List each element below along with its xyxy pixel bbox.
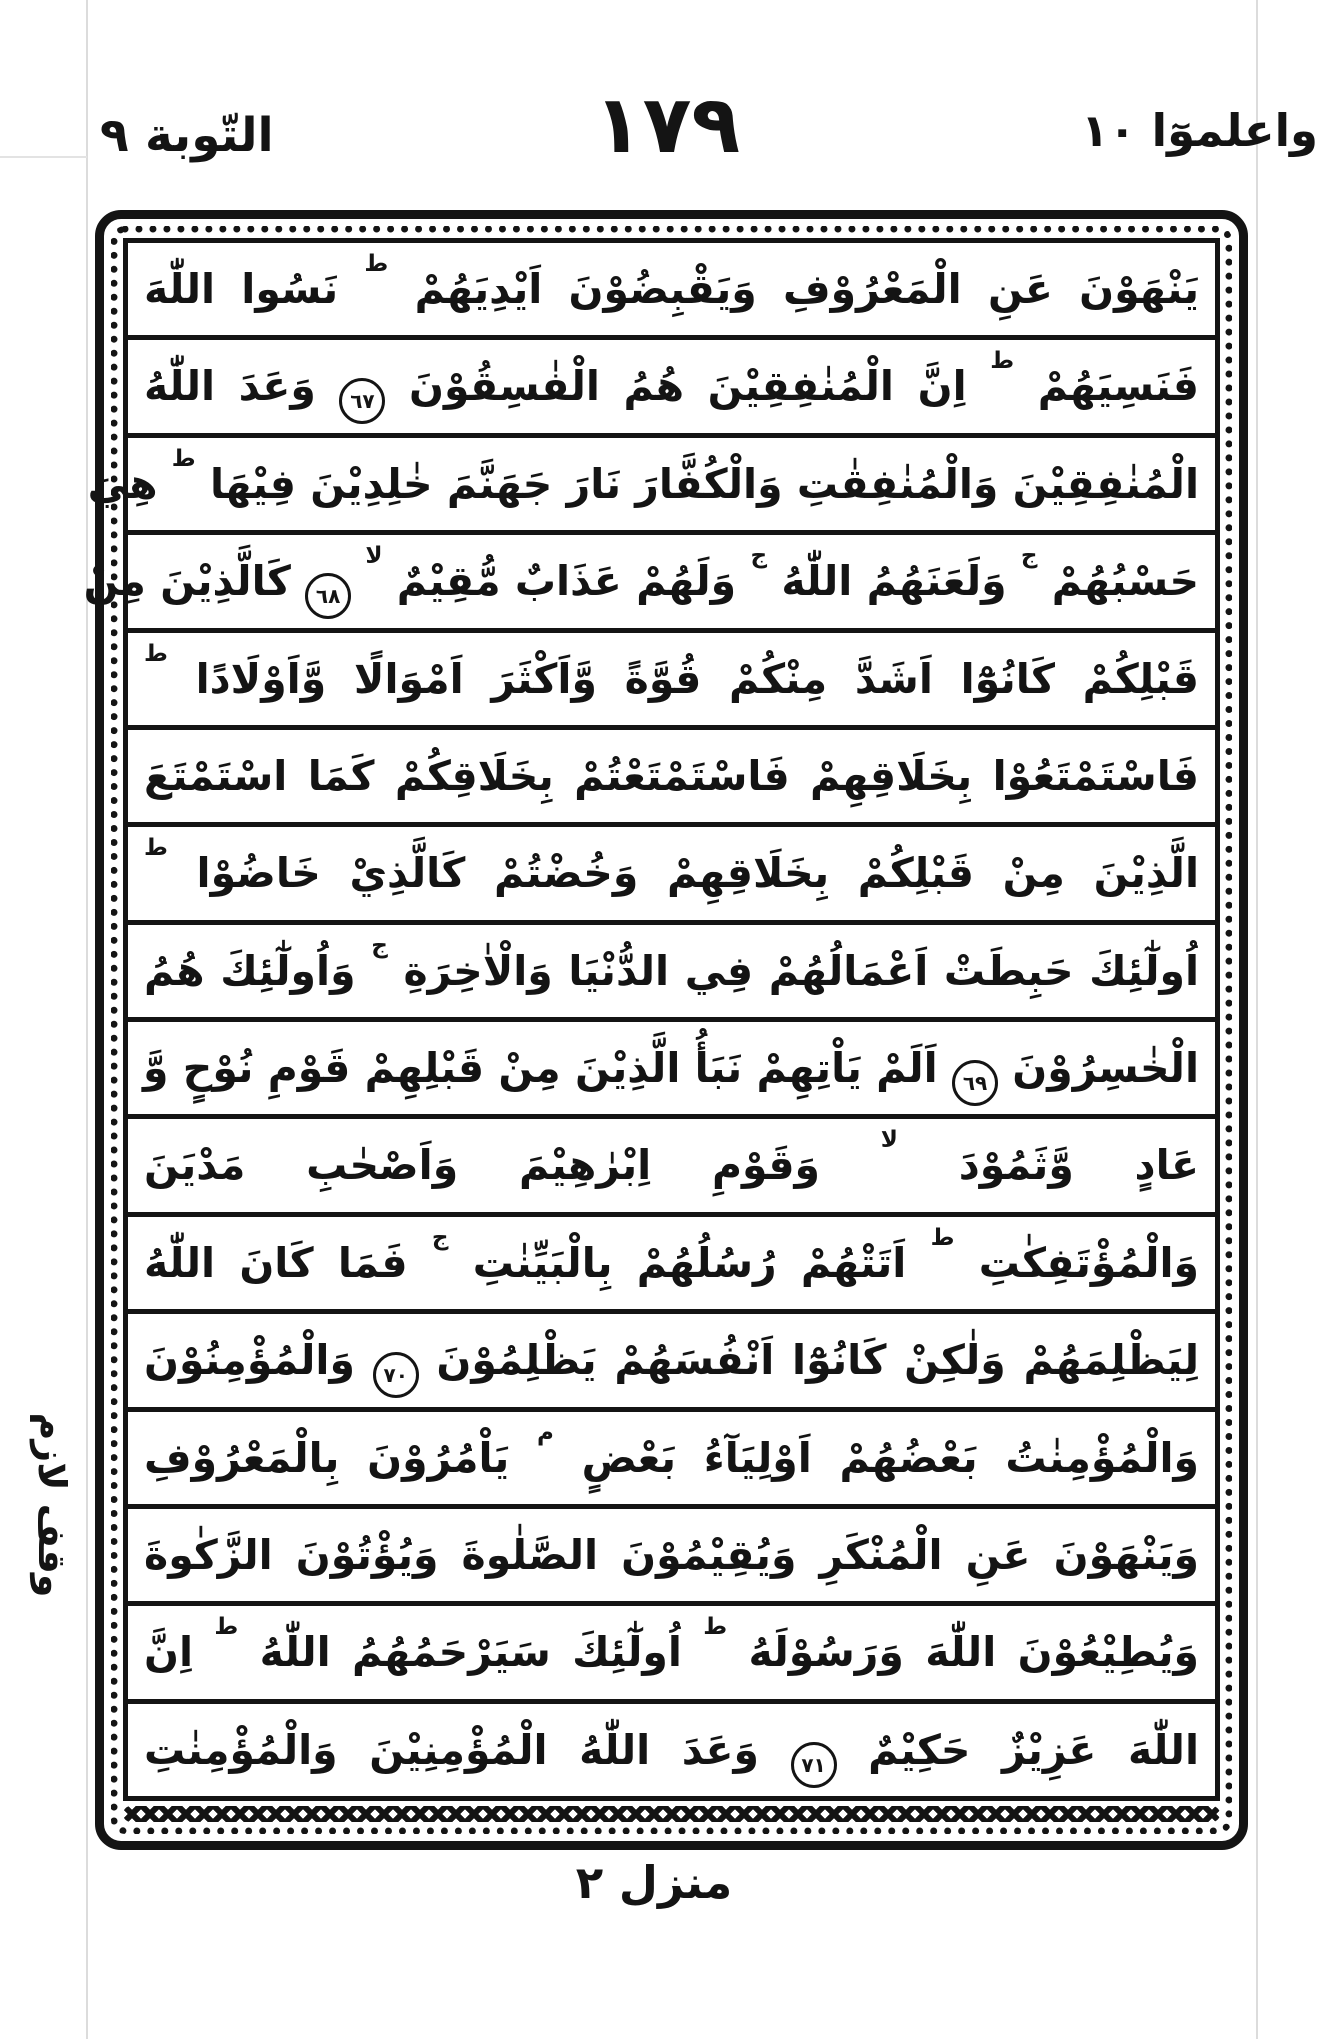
waqf-stop-sign: ج xyxy=(750,543,768,570)
ayah-text-segment: الْمُنٰفِقِيْنَ وَالْمُنٰفِقٰتِ وَالْكُفَّارَ نَارَ جَهَنَّمَ خٰلِدِيْنَ فِيْهَا xyxy=(209,459,1199,508)
quran-line xyxy=(87,438,1215,535)
quran-line xyxy=(128,340,1215,437)
bottom-ornament-band xyxy=(123,1806,1220,1822)
waqf-stop-sign: ط xyxy=(990,348,1015,375)
waqf-stop-sign: ط xyxy=(364,251,389,277)
waqf-stop-sign: ط xyxy=(144,835,168,862)
quran-line xyxy=(128,243,1215,340)
quran-line xyxy=(128,1606,1215,1703)
waqf-stop-sign: ج xyxy=(431,1224,449,1251)
right-gutter-line xyxy=(1256,0,1258,2039)
verse-end-medallion xyxy=(791,1742,837,1788)
page-number: ١٧٩ xyxy=(593,78,741,171)
ayah-text-segment: وَالْمُؤْتَفِكٰتِ xyxy=(978,1238,1200,1287)
ayah-text-segment: وَاُولٰٓئِكَ هُمُ xyxy=(144,946,356,995)
quran-line xyxy=(128,827,1215,924)
quran-line xyxy=(128,1509,1215,1606)
ayah-text-segment: وَيَنْهَوْنَ عَنِ الْمُنْكَرِ وَيُقِيْمُوْنَ الصَّلٰوةَ وَيُؤْتُوْنَ الزَّكٰوةَ xyxy=(144,1530,1199,1579)
quran-line xyxy=(128,633,1215,730)
quran-line xyxy=(128,1022,1215,1119)
ayah-text-segment: وَيُطِيْعُوْنَ اللّٰهَ وَرَسُوْلَهُ xyxy=(748,1628,1199,1677)
quran-line xyxy=(128,1314,1215,1411)
verse-number: ٦٧ xyxy=(350,389,375,414)
ayah-text-segment: الْخٰسِرُوْنَ xyxy=(1012,1044,1199,1092)
ornamental-frame xyxy=(83,210,1248,1850)
waqf-stop-sign: لا xyxy=(880,1127,898,1154)
verse-number: ٧١ xyxy=(801,1752,826,1777)
ayah-text-segment: وَلَهُمْ عَذَابٌ مُّقِيْمٌ xyxy=(396,557,737,606)
quran-line xyxy=(128,925,1215,1022)
ayah-text-segment: اَلَمْ يَاْتِهِمْ نَبَأُ الَّذِيْنَ مِنْ قَبْلِهِمْ قَوْمِ نُوْحٍ وَّ xyxy=(143,1044,938,1092)
ayah-text-segment: فَنَسِيَهُمْ xyxy=(1037,362,1199,411)
quran-line xyxy=(83,535,1215,632)
ayah-text-segment: وَعَدَ اللّٰهُ الْمُؤْمِنِيْنَ وَالْمُؤْمِنٰتِ xyxy=(144,1725,759,1774)
ayah-text-segment: يَنْهَوْنَ عَنِ الْمَعْرُوْفِ وَيَقْبِضُوْنَ اَيْدِيَهُمْ xyxy=(414,265,1199,313)
waqf-stop-sign: لا xyxy=(365,543,383,570)
surah-name-label: التّوبة ٩ xyxy=(100,108,274,163)
juz-name-label: واعلموٓا ١٠ xyxy=(1081,104,1318,157)
manzil-label: منزل ٢ xyxy=(575,1856,733,1909)
quran-text-block xyxy=(83,238,1220,1801)
margin-waqf-annotation: وقف لازم xyxy=(30,1412,74,1598)
verse-end-medallion xyxy=(339,378,385,424)
ayah-text-segment: حَسْبُهُمْ xyxy=(1051,557,1199,606)
waqf-stop-sign: ط xyxy=(171,445,196,472)
ayah-text-segment: يَاْمُرُوْنَ بِالْمَعْرُوْفِ xyxy=(144,1433,510,1482)
ayah-text-segment: الَّذِيْنَ مِنْ قَبْلِكُمْ بِخَلَاقِهِمْ وَخُضْتُمْ كَالَّذِيْ خَاضُوْا xyxy=(196,849,1199,898)
quran-line xyxy=(128,1217,1215,1314)
ayah-text-segment: وَلَعَنَهُمُ اللّٰهُ xyxy=(781,557,1007,606)
quran-line xyxy=(128,1704,1215,1796)
ayah-text-segment: اُولٰٓئِكَ سَيَرْحَمُهُمُ اللّٰهُ xyxy=(259,1628,682,1677)
verse-end-medallion xyxy=(305,573,351,619)
verse-end-medallion xyxy=(373,1352,419,1398)
verse-number: ٧٠ xyxy=(383,1363,408,1388)
ayah-text-segment: وَالْمُؤْمِنٰتُ بَعْضُهُمْ اَوْلِيَآءُ بَعْضٍ xyxy=(581,1433,1200,1482)
verse-number: ٦٨ xyxy=(315,584,341,609)
quran-line xyxy=(128,1119,1215,1216)
ayah-text-segment: اَتَتْهُمْ رُسُلُهُمْ بِالْبَيِّنٰتِ xyxy=(472,1238,907,1287)
left-gutter-line xyxy=(86,0,88,2039)
waqf-stop-sign: ط xyxy=(144,640,168,667)
ayah-text-segment: كَالَّذِيْنَ مِنْ xyxy=(83,557,291,606)
verse-end-medallion xyxy=(952,1060,998,1106)
waqf-stop-sign: م xyxy=(537,1419,554,1446)
ayah-text-segment: عَادٍ وَّثَمُوْدَ xyxy=(958,1141,1199,1190)
ayah-text-segment: اللّٰهَ عَزِيْزٌ حَكِيْمٌ xyxy=(868,1725,1199,1774)
verse-number: ٦٩ xyxy=(962,1071,988,1095)
waqf-stop-sign: ط xyxy=(703,1614,728,1641)
ayah-text-segment: لِيَظْلِمَهُمْ وَلٰكِنْ كَانُوْٓا اَنْفُسَهُمْ يَظْلِمُوْنَ xyxy=(436,1336,1199,1385)
waqf-stop-sign: ج xyxy=(371,932,388,959)
ayah-text-segment: وَالْمُؤْمِنُوْنَ xyxy=(144,1336,355,1385)
frame-dotted-band xyxy=(83,226,1232,1834)
ayah-text-segment: فَمَا كَانَ اللّٰهُ xyxy=(144,1238,408,1287)
ayah-text-segment: نَسُوا اللّٰهَ xyxy=(144,265,339,313)
waqf-stop-sign: ج xyxy=(1020,543,1038,570)
quran-line xyxy=(128,730,1215,827)
ayah-text-segment: وَعَدَ اللّٰهُ xyxy=(144,362,316,411)
ayah-text-segment: هِيَ xyxy=(87,459,158,508)
ayah-text-segment: اِنَّ الْمُنٰفِقِيْنَ هُمُ الْفٰسِقُوْنَ xyxy=(409,362,967,411)
waqf-stop-sign: ط xyxy=(214,1614,239,1641)
ayah-text-segment: فَاسْتَمْتَعُوْا بِخَلَاقِهِمْ فَاسْتَمْتَعْتُمْ بِخَلَاقِكُمْ كَمَا اسْتَمْتَعَ xyxy=(144,751,1199,800)
ayah-text-segment: قَبْلِكُمْ كَانُوْٓا اَشَدَّ مِنْكُمْ قُوَّةً وَّاَكْثَرَ اَمْوَالًا وَّاَوْلَادًا xyxy=(195,654,1199,703)
waqf-stop-sign: ط xyxy=(930,1224,955,1251)
ayah-text-segment: اُولٰٓئِكَ حَبِطَتْ اَعْمَالُهُمْ فِي الدُّنْيَا وَالْاٰخِرَةِ xyxy=(403,946,1200,995)
quran-line xyxy=(128,1412,1215,1509)
ayah-text-segment: اِنَّ xyxy=(144,1628,194,1677)
ayah-text-segment: وَقَوْمِ اِبْرٰهِيْمَ وَاَصْحٰبِ مَدْيَنَ xyxy=(144,1141,821,1190)
